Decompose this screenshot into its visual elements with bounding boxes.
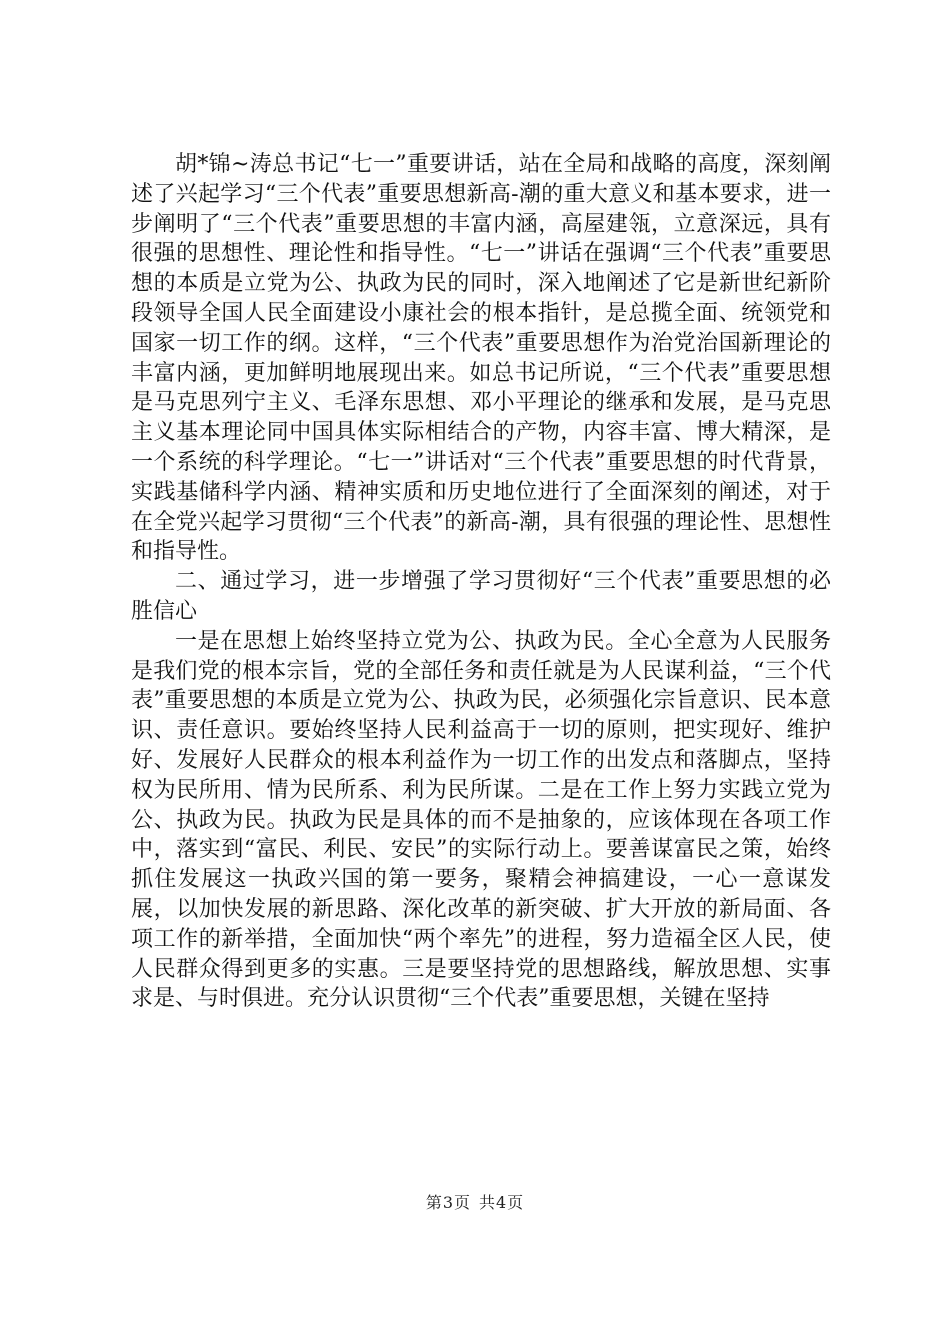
paragraph-1: 胡*锦~涛总书记“七一”重要讲话，站在全局和战略的高度，深刻阐述了兴起学习“三个代表”重要思想新高-潮的重大意义和基本要求，进一步阐明了“三个代表”重要思想的丰富内涵，高屋建瓴，立意深远，具有很强的思想性、理论性和指导性。“七一”讲话在强调“三个代表”重要思想的本质是立党为公、执政为民的同时，深入地阐述了它是新世纪新阶段领导全国人民全面建设小康社会的根本指针，是总揽全面、统领党和国家一切工作的纲。这样，“三个代表”重要思想作为治党治国新理论的丰富内涵，更加鲜明地展现出来。如总书记所说，“三个代表”重要思想是马克思列宁主义、毛泽东思想、邓小平理论的继承和发展，是马克思主义基本理论同中国具体实际相结合的产物，内容丰富、博大精深，是一个系统的科学理论。“七一”讲话对“三个代表”重要思想的时代背景，实践基储科学内涵、精神实质和历史地位进行了全面深刻的阐述，对于在全党兴起学习贯彻“三个代表”的新高-潮，具有很强的理论性、思想性和指导性。: [131, 152, 831, 565]
paragraph-2-heading: 二、通过学习，进一步增强了学习贯彻好“三个代表”重要思想的必胜信心: [131, 569, 831, 624]
page-footer: [0, 1190, 950, 1213]
page-number: 第3页: [425, 1193, 471, 1212]
paragraph-3: 一是在思想上始终坚持立党为公、执政为民。全心全意为人民服务是我们党的根本宗旨，党的全部任务和责任就是为人民谋利益，“三个代表”重要思想的本质是立党为公、执政为民，必须强化宗旨意识、民本意识、责任意识。要始终坚持人民利益高于一切的原则，把实现好、维护好、发展好人民群众的根本利益作为一切工作的出发点和落脚点，坚持权为民所用、情为民所系、利为民所谋。二是在工作上努力实践立党为公、执政为民。执政为民是具体的而不是抽象的，应该体现在各项工作中，落实到“富民、利民、安民”的实际行动上。要善谋富民之策，始终抓住发展这一执政兴国的第一要务，聚精会神搞建设，一心一意谋发展，以加快发展的新思路、深化改革的新突破、扩大开放的新局面、各项工作的新举措，全面加快“两个率先”的进程，努力造福全区人民，使人民群众得到更多的实惠。三是要坚持党的思想路线，解放思想、实事求是、与时俱进。充分认识贯彻“三个代表”重要思想，关键在坚持: [131, 628, 831, 1012]
total-pages: 共4页: [479, 1193, 525, 1212]
document-body: [131, 150, 831, 1014]
